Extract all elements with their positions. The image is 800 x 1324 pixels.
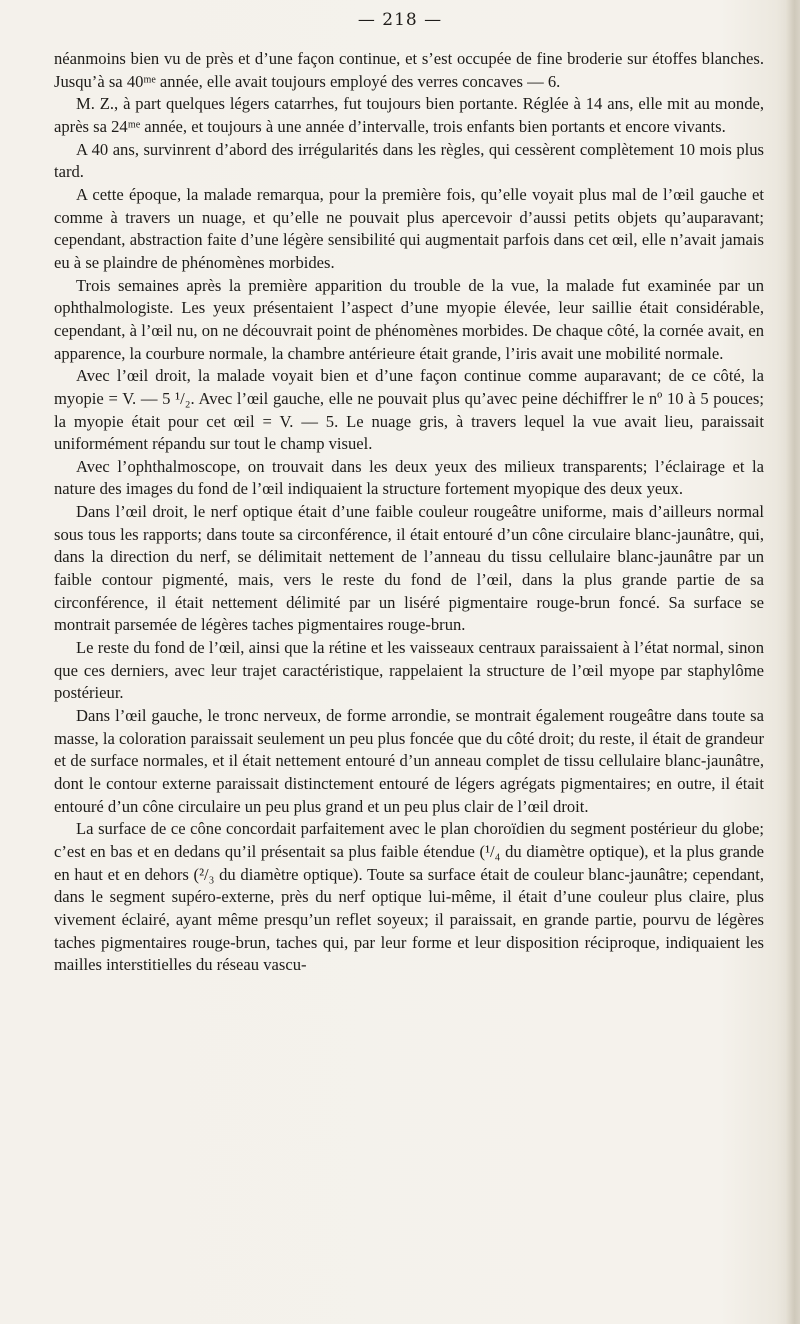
body-text bbox=[54, 48, 764, 977]
paragraph: Avec l’ophthalmoscope, on trouvait dans les deux yeux des milieux transparents; l’éclairage et la nature des images du fond de l’œil indiquaient la structure fortement myopique des deux yeux. bbox=[54, 456, 764, 499]
running-head: — 218 — bbox=[357, 10, 443, 30]
paragraph: Trois semaines après la première apparition du trouble de la vue, la malade fut examinée par un ophthalmologiste. Les yeux présentaient l’aspect d’une myopie élevée, leur saillie était considérable, cependant, à l’œil nu, on ne découvrait point de phénomènes morbides. De chaque côté, la cornée avait, en apparence, la courbure normale, la chambre antérieure était grande, l’iris avait une mobilité normale. bbox=[54, 275, 764, 363]
paragraph: Le reste du fond de l’œil, ainsi que la rétine et les vaisseaux centraux paraissaient à l’état normal, sinon que ces derniers, avec leur trajet caractéristique, rappelaient la structure de l’œil myope par staphylôme postérieur. bbox=[54, 638, 764, 703]
paragraph: A 40 ans, survinrent d’abord des irrégularités dans les règles, qui cessèrent complètement 10 mois plus tard. bbox=[54, 139, 764, 182]
page-edge-shadow bbox=[786, 0, 800, 1324]
paragraph: Avec l’œil droit, la malade voyait bien et d’une façon continue comme auparavant; de ce côté, la myopie = V. — 5 ¹/₂. Avec l’œil gauche, elle ne pouvait plus qu’avec peine déchiffrer le nº 10 à 5 pouces; la myopie était pour cet œil = V. — 5. Le nuage gris, à travers lequel la vue avait lieu, paraissait uniformément répandu sur tout le champ visuel. bbox=[54, 366, 764, 454]
paragraph: A cette époque, la malade remarqua, pour la première fois, qu’elle voyait plus mal de l’œil gauche et comme à travers un nuage, et qu’elle ne pouvait plus apercevoir d’aussi petits objets qu’auparavant; cependant, abstraction faite d’une légère sensibilité qui augmentait parfois dans cet œil, elle n’avait jamais eu à se plaindre de phénomènes morbides. bbox=[54, 184, 764, 272]
paragraph: Dans l’œil droit, le nerf optique était d’une faible couleur rougeâtre uniforme, mais d’ailleurs normal sous tous les rapports; dans toute sa circonférence, il était entouré d’un cône circulaire blanc-jaunâtre, qui, dans la direction du nerf, se délimitait nettement de l’anneau du tissu cellulaire blanc-jaunâtre par un faible contour pigmenté, mais, vers le reste du fond de l’œil, dans la plus grande partie de sa circonférence, il était nettement délimité par un liséré pigmentaire rouge-brun foncé. Sa surface se montrait parsemée de légères taches pigmentaires rouge-brun. bbox=[54, 502, 764, 635]
paragraph: Dans l’œil gauche, le tronc nerveux, de forme arrondie, se montrait également rougeâtre dans toute sa masse, la coloration paraissait seulement un peu plus foncée que du côté droit; du reste, il était de grandeur et de surface normales, et il était nettement entouré d’un anneau complet de tissu cellulaire blanc-jaunâtre, dont le contour externe paraissait distinctement entouré de légers agrégats pigmentaires; en outre, il était entouré d’un cône circulaire un peu plus grand et un peu plus clair de l’œil droit. bbox=[54, 706, 764, 816]
paragraph: La surface de ce cône concordait parfaitement avec le plan choroïdien du segment postérieur du globe; c’est en bas et en dedans qu’il présentait sa plus faible étendue (¹/₄ du diamètre optique), et la plus grande en haut et en dehors (²/₃ du diamètre optique). Toute sa surface était de couleur blanc-jaunâtre; cependant, dans le segment supéro-externe, près du nerf optique lui-même, il était d’une couleur plus claire, plus vivement éclairé, ayant même presqu’un reflet soyeux; il paraissait, en grande partie, pourvu de légères taches pigmentaires rouge-brun, taches qui, par leur forme et leur disposition réciproque, indiquaient les mailles interstitielles du réseau vascu- bbox=[54, 819, 764, 975]
paragraph: néanmoins bien vu de près et d’une façon continue, et s’est occupée de fine broderie sur étoffes blanches. Jusqu’à sa 40ᵐᵉ année, elle avait toujours employé des verres concaves — 6. bbox=[54, 49, 764, 91]
paragraph: M. Z., à part quelques légers catarrhes, fut toujours bien portante. Réglée à 14 ans, elle mit au monde, après sa 24ᵐᵉ année, et toujours à une année d’intervalle, trois enfants bien portants et encore vivants. bbox=[54, 94, 764, 136]
